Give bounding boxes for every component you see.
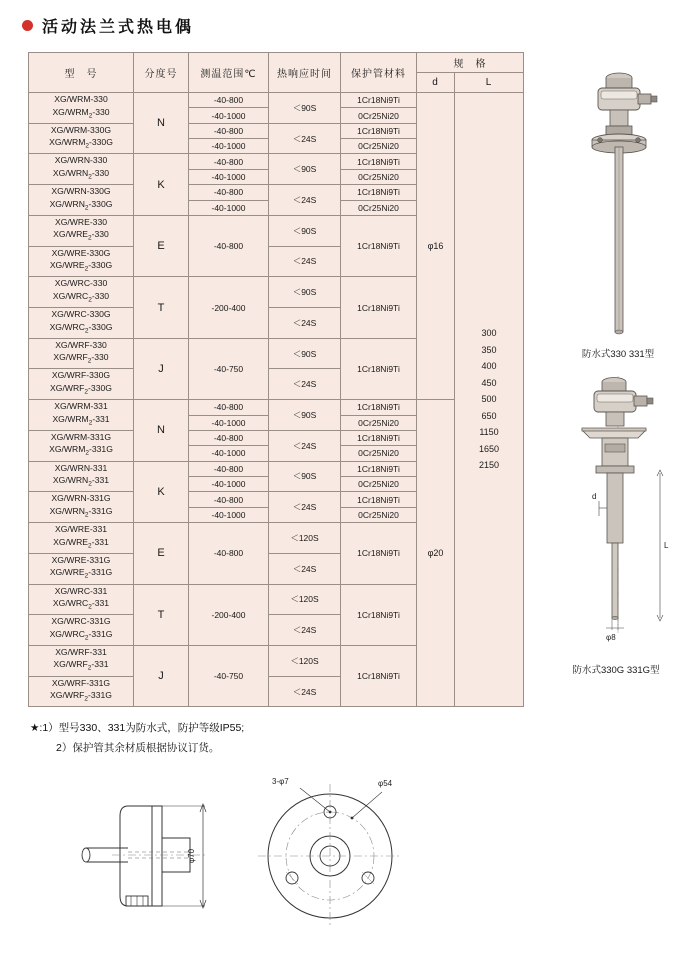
note-line-1: ★:1）型号330、331为防水式，防护等级IP55; [30, 722, 245, 734]
cell-model [29, 277, 134, 308]
cell-response: ＜90S [269, 338, 341, 369]
table-header-row [29, 53, 524, 73]
cell-range: -40-1000 [189, 446, 269, 461]
side-view-drawing [82, 804, 206, 908]
model-line-a: XG/WRC-331 [54, 585, 108, 596]
model-line-a: XG/WRC-330 [54, 278, 108, 289]
cell-response: ＜90S [269, 400, 341, 431]
cell-model [29, 93, 134, 124]
cell-response: ＜120S [269, 584, 341, 615]
model-line-b: $XG/WRC_2-330G$ [49, 321, 113, 335]
cell-range: -40-800 [189, 400, 269, 415]
model-line-a: XG/WRF-330G [51, 370, 111, 381]
cell-range: -40-1000 [189, 415, 269, 430]
cell-model [29, 185, 134, 216]
model-line-b: $XG/WRE_2-330$ [53, 229, 109, 243]
cell-model [29, 645, 134, 676]
model-line-b: $XG/WRN_2-331$ [52, 475, 110, 488]
cell-range: -40-800 [189, 93, 269, 108]
cell-response: ＜24S [269, 246, 341, 277]
cell-range: -200-400 [189, 584, 269, 645]
cell-model [29, 492, 134, 523]
svg-text:φ54: φ54 [378, 779, 393, 788]
cell-protect: 0Cr25Ni20 [341, 139, 417, 154]
caption-waterproof-330: 防水式330 331型 [581, 349, 655, 360]
cell-protect: 0Cr25Ni20 [341, 200, 417, 215]
svg-text:d: d [592, 492, 597, 501]
model-line-a: XG/WRF-331 [55, 646, 107, 657]
th-L: L [455, 73, 524, 93]
model-line-a: XG/WRF-331G [51, 677, 111, 688]
illustration-waterproof-330 [560, 62, 678, 352]
th-protect: 保护管材料 [341, 53, 417, 93]
cell-protect: 1Cr18Ni9Ti [341, 584, 417, 645]
svg-text:φ70: φ70 [187, 848, 196, 863]
cell-response: ＜24S [269, 553, 341, 584]
cell-range: -40-1000 [189, 200, 269, 215]
cell-response: ＜24S [269, 369, 341, 400]
model-line-b: $XG/WRF_2-331G$ [50, 690, 112, 703]
cell-protect: 1Cr18Ni9Ti [341, 523, 417, 584]
model-line-a: XG/WRE-330 [54, 216, 108, 227]
cell-L: 300 350 400 450 500 650 1150 1650 2150 [455, 93, 524, 707]
cell-model [29, 246, 134, 277]
model-line-b: $XG/WRN_2-331G$ [49, 505, 113, 519]
th-model: 型 号 [29, 53, 134, 93]
page-title [22, 14, 194, 37]
model-line-b: $XG/WRE_2-331G$ [49, 567, 113, 580]
cell-protect: 0Cr25Ni20 [341, 446, 417, 461]
cell-grade: J [134, 645, 189, 706]
cell-range: -40-800 [189, 215, 269, 276]
cell-response: ＜24S [269, 615, 341, 646]
svg-text:L: L [664, 541, 669, 550]
model-line-b: $XG/WRM_2-331$ [52, 413, 110, 427]
th-grade: 分度号 [134, 53, 189, 93]
cell-grade: E [134, 215, 189, 276]
cell-protect: 1Cr18Ni9Ti [341, 277, 417, 338]
model-line-b: $XG/WRE_2-330G$ [49, 260, 113, 273]
model-line-a: XG/WRE-331 [54, 524, 108, 535]
cell-protect: 0Cr25Ni20 [341, 476, 417, 491]
cell-grade: N [134, 93, 189, 154]
model-line-b: $XG/WRN_2-330G$ [49, 198, 113, 212]
cell-range: -40-800 [189, 154, 269, 169]
cell-protect: 1Cr18Ni9Ti [341, 338, 417, 399]
cell-range: -40-800 [189, 430, 269, 445]
model-line-a: XG/WRN-330 [54, 155, 108, 166]
spec-table-wrap [28, 52, 524, 707]
cell-response: ＜90S [269, 461, 341, 492]
model-line-a: XG/WRC-331G [51, 616, 111, 627]
cell-protect: 1Cr18Ni9Ti [341, 430, 417, 445]
cell-model [29, 400, 134, 431]
svg-text:φ8: φ8 [606, 633, 616, 642]
cell-model [29, 584, 134, 615]
cell-range: -40-1000 [189, 507, 269, 522]
th-range: 测温范围℃ [189, 53, 269, 93]
cell-grade: N [134, 400, 189, 461]
model-line-b: $XG/WRF_2-330$ [53, 352, 109, 365]
model-line-a: XG/WRF-330 [55, 339, 107, 350]
cell-model [29, 676, 134, 707]
model-line-a: XG/WRM-331 [54, 401, 108, 412]
model-line-a: XG/WRC-330G [51, 309, 111, 320]
table-row [29, 93, 524, 108]
model-line-b: $XG/WRN_2-330$ [52, 167, 110, 181]
cell-protect: 1Cr18Ni9Ti [341, 645, 417, 706]
cell-model [29, 553, 134, 584]
cell-d-16: φ16 [417, 93, 455, 400]
th-response: 热响应时间 [269, 53, 341, 93]
svg-text:3-φ7: 3-φ7 [272, 777, 289, 786]
cell-grade: J [134, 338, 189, 399]
cell-range: -40-800 [189, 523, 269, 584]
cell-model [29, 615, 134, 646]
model-line-b: $XG/WRM_2-331G$ [49, 444, 113, 458]
cell-range: -40-750 [189, 338, 269, 399]
cell-protect: 0Cr25Ni20 [341, 415, 417, 430]
model-line-b: $XG/WRM_2-330$ [52, 106, 110, 120]
cell-model [29, 338, 134, 369]
model-line-b: $XG/WRM_2-330G$ [49, 137, 113, 150]
model-line-a: XG/WRM-330G [50, 124, 112, 135]
cell-range: -40-800 [189, 123, 269, 138]
note-line-2: 2）保护管其余材质根据协议订货。 [56, 742, 220, 754]
model-line-b: $XG/WRC_2-331G$ [49, 628, 113, 642]
cell-protect: 1Cr18Ni9Ti [341, 215, 417, 276]
cell-grade: E [134, 523, 189, 584]
cell-grade: T [134, 584, 189, 645]
page-title-text: 活动法兰式热电偶 [42, 19, 195, 36]
table-row [29, 400, 524, 415]
spec-table [28, 52, 524, 707]
cell-protect: 0Cr25Ni20 [341, 507, 417, 522]
cell-protect: 1Cr18Ni9Ti [341, 400, 417, 415]
model-line-b: $XG/WRC_2-330$ [52, 290, 110, 304]
cell-grade: T [134, 277, 189, 338]
cell-model [29, 461, 134, 492]
cell-protect: 1Cr18Ni9Ti [341, 93, 417, 108]
cell-response: ＜90S [269, 93, 341, 124]
cell-model [29, 523, 134, 554]
cell-range: -40-750 [189, 645, 269, 706]
cell-grade: K [134, 154, 189, 215]
cell-response: ＜90S [269, 215, 341, 246]
model-line-a: XG/WRM-330 [54, 94, 108, 104]
table-body [29, 93, 524, 707]
cell-model [29, 369, 134, 400]
cell-response: ＜120S [269, 645, 341, 676]
cell-protect: 1Cr18Ni9Ti [341, 123, 417, 138]
model-line-a: XG/WRN-330G [51, 186, 111, 197]
cell-response: ＜24S [269, 492, 341, 523]
model-line-a: XG/WRM-331G [50, 431, 112, 442]
cell-d-20: φ20 [417, 400, 455, 707]
cell-response: ＜24S [269, 308, 341, 339]
cell-protect: 0Cr25Ni20 [341, 108, 417, 123]
cell-range: -40-800 [189, 185, 269, 200]
model-line-b: $XG/WRC_2-331$ [52, 598, 110, 611]
cell-grade: K [134, 461, 189, 522]
cell-model [29, 215, 134, 246]
model-line-a: XG/WRE-330G [51, 247, 111, 258]
cell-response: ＜120S [269, 523, 341, 554]
cell-response: ＜24S [269, 123, 341, 154]
cell-range: -40-1000 [189, 169, 269, 184]
cell-protect: 0Cr25Ni20 [341, 169, 417, 184]
cell-range: -200-400 [189, 277, 269, 338]
model-line-a: XG/WRE-331G [51, 554, 111, 565]
model-line-b: $XG/WRF_2-330G$ [50, 382, 112, 396]
bottom-drawings [0, 768, 680, 948]
bullet-icon [22, 20, 33, 31]
cell-protect: 1Cr18Ni9Ti [341, 154, 417, 169]
illustration-waterproof-330G [556, 366, 680, 656]
notes-block [30, 718, 244, 758]
flange-face-drawing [258, 777, 402, 928]
cell-protect: 1Cr18Ni9Ti [341, 492, 417, 507]
cell-protect: 1Cr18Ni9Ti [341, 461, 417, 476]
cell-model [29, 308, 134, 339]
cell-range: -40-1000 [189, 139, 269, 154]
model-line-a: XG/WRN-331G [51, 493, 111, 504]
caption-waterproof-330G: 防水式330G 331G型 [572, 665, 660, 676]
cell-response: ＜90S [269, 277, 341, 308]
cell-response: ＜24S [269, 676, 341, 707]
cell-response: ＜90S [269, 154, 341, 185]
cell-range: -40-800 [189, 461, 269, 476]
th-spec: 规 格 [417, 53, 524, 73]
cell-range: -40-800 [189, 492, 269, 507]
cell-response: ＜24S [269, 430, 341, 461]
cell-protect: 1Cr18Ni9Ti [341, 185, 417, 200]
model-line-b: $XG/WRF_2-331$ [53, 659, 109, 673]
model-line-a: XG/WRN-331 [54, 462, 108, 473]
model-line-b: $XG/WRE_2-331$ [53, 536, 109, 550]
cell-model [29, 430, 134, 461]
cell-model [29, 123, 134, 154]
cell-response: ＜24S [269, 185, 341, 216]
cell-range: -40-1000 [189, 476, 269, 491]
th-d: d [417, 73, 455, 93]
cell-range: -40-1000 [189, 108, 269, 123]
cell-model [29, 154, 134, 185]
